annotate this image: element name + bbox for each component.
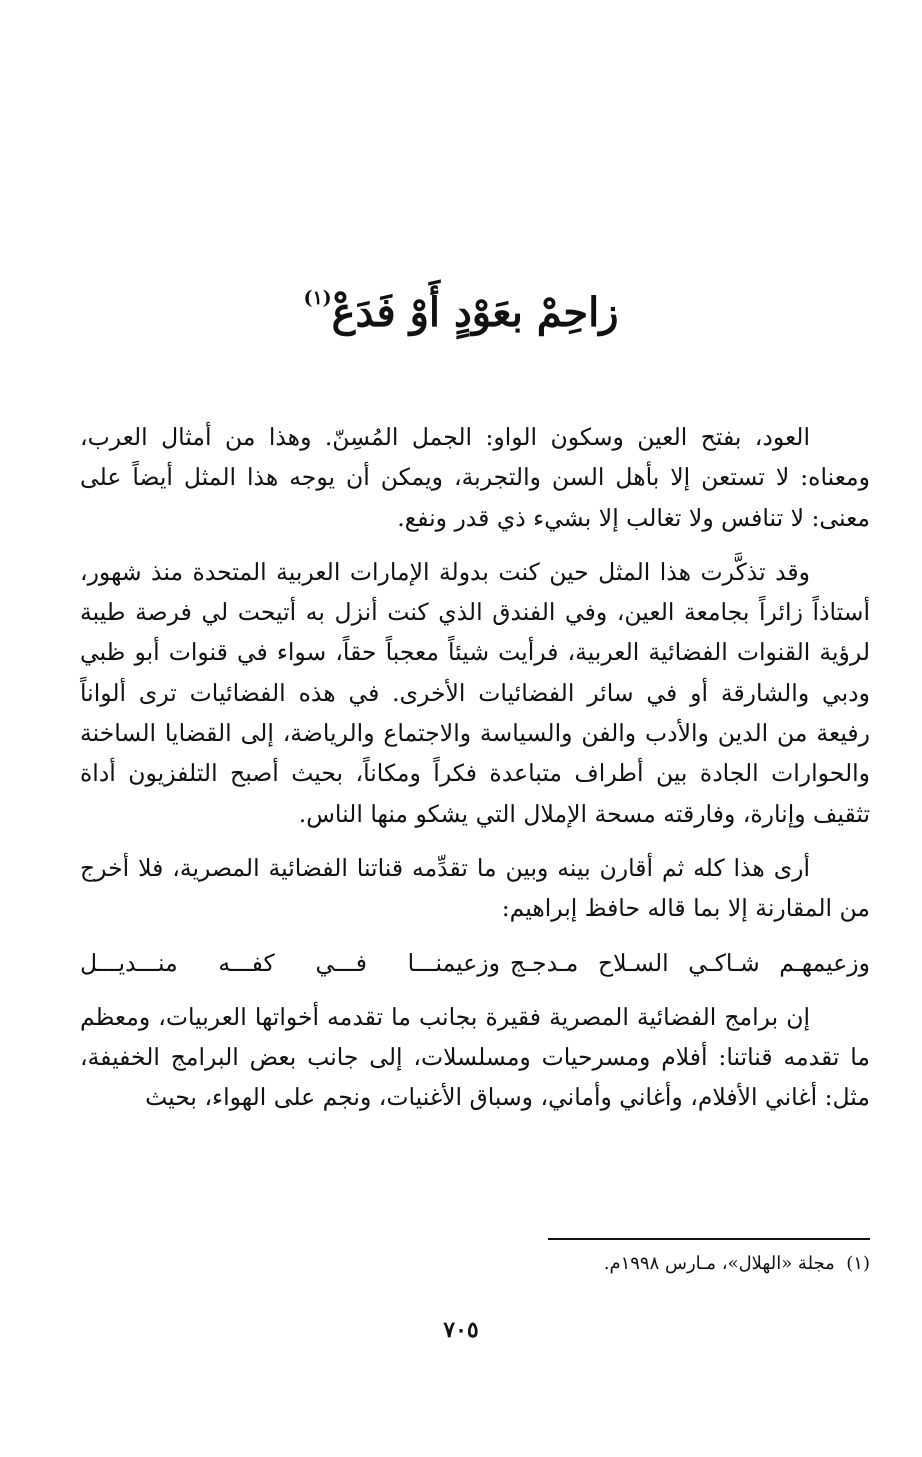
paragraph-2: وقد تذكَّرت هذا المثل حين كنت بدولة الإمارات العربية المتحدة منذ شهور، أستاذاً زائراً بجامعة العين، وفي الفندق الذي كنت أنزل به أتيحت لي فرصة طيبة لرؤية القنوات الفضائية العربية، فرأيت شيئاً معجباً حقاً، سواء في قنوات أبو ظبي ودبي والشارقة أو في سائر الفضائيات الأخرى. في هذه الفضائيات ترى ألواناً رفيعة من الدين والأدب والفن والسياسة والاجتماع والرياضة، إلى القضايا الساخنة والحوارات الجادة بين أطراف متباعدة فكراً ومكاناً، بحيث أصبح التلفزيون أداة تثقيف وإنارة، وفارقته مسحة الإملال التي يشكو منها الناس. xyxy=(80,557,870,828)
article-title xyxy=(0,278,922,348)
poetry-verse xyxy=(80,943,870,983)
footnote-marker: (١) xyxy=(846,1253,870,1274)
verse-second-hemistich: وزعيمنـــا فـــي كفـــه منـــديـــل xyxy=(80,948,500,977)
paragraph-1: العود، بفتح العين وسكون الواو: الجمل المُسِنّ. وهذا من أمثال العرب، ومعناه: لا تستعن إلا بأهل السن والتجربة، ويمكن أن يوجه هذا المثل أيضاً على معنى: لا تنافس ولا تغالب إلا بشيء ذي قدر ونفع. xyxy=(80,423,870,532)
footnote xyxy=(170,1248,870,1280)
paragraph-3: أرى هذا كله ثم أقارن بينه وبين ما تقدِّمه قناتنا الفضائية المصرية، فلا أخرج من المقارنة إلا بما قاله حافظ إبراهيم: xyxy=(80,853,870,923)
title-footnote-marker: (١) xyxy=(303,287,332,309)
footnote-text: مجلة «الهلال»، مـارس ١٩٩٨م. xyxy=(603,1253,835,1274)
paragraph-4: إن برامج الفضائية المصرية فقيرة بجانب ما تقدمه أخواتها العربيات، ومعظم ما تقدمه قناتنا: أفلام ومسرحيات ومسلسلات، إلى جانب بعض البرامج الخفيفة، مثل: أغاني الأفلام، وأغاني وأماني، وسباق الأغنيات، ونجم على الهواء، بحيث xyxy=(80,1002,870,1112)
page-number: ٧٠٥ xyxy=(443,1317,479,1343)
title-text: زاحِمْ بعَوْدٍ أَوْ فَدَعْ xyxy=(331,289,619,336)
article-body xyxy=(80,417,870,1132)
verse-first-hemistich: وزعيمهـم شـاكـي السـلاح مـدجـج xyxy=(510,948,870,977)
footnote-separator xyxy=(548,1238,870,1240)
